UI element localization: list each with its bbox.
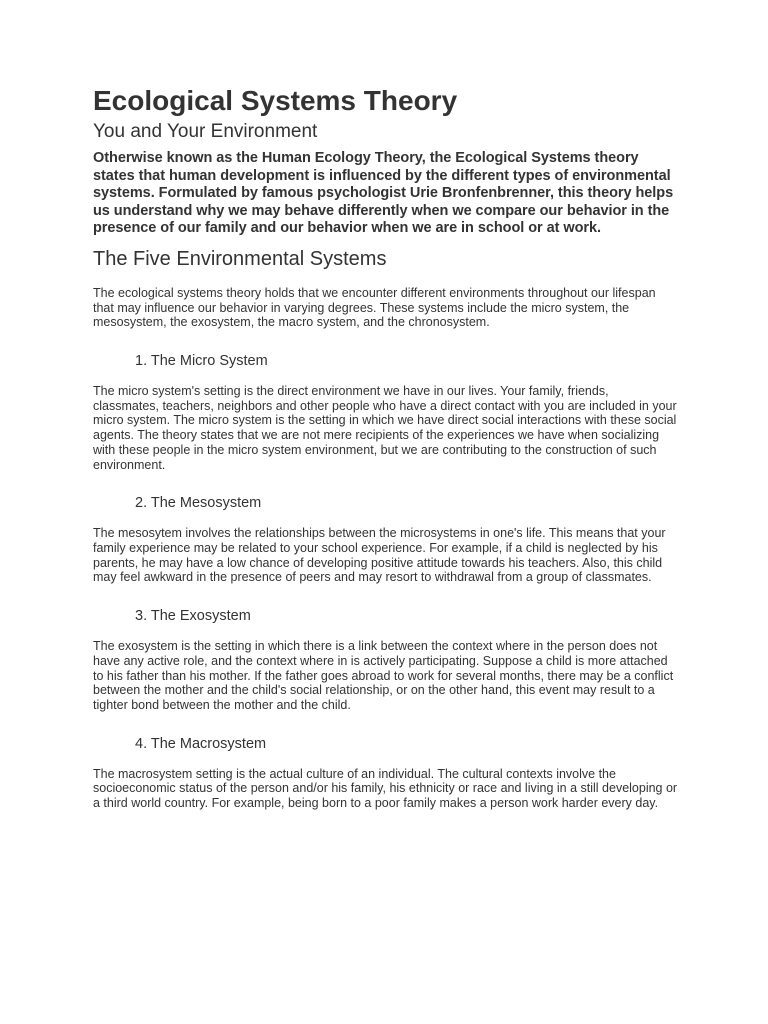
system-section-micro [93,352,678,472]
document-page [93,84,678,811]
document-title: Ecological Systems Theory [93,85,458,116]
section-intro-paragraph: The ecological systems theory holds that we encounter different environments throughout our lifespan that may influence our behavior in varying degrees. These systems include the micro system, the mesosystem, the exosystem, the macro system, and the chronosystem. [93,285,656,330]
system-heading: 2. The Mesosystem [135,495,262,512]
system-section-macro [93,735,678,811]
system-section-exo [93,607,678,713]
intro-paragraph: Otherwise known as the Human Ecology Theory, the Ecological Systems theory states that human development is influenced by the different types of environmental systems. Formulated by famous psychologist Urie Bronfenbrenner, this theory helps us understand why we may behave differently when we compare our behavior in the presence of our family and our behavior when we are in school or at work. [93,150,674,237]
system-heading: 1. The Micro System [135,353,268,370]
system-heading: 3. The Exosystem [135,608,251,625]
document-subtitle: You and Your Environment [93,121,318,142]
system-paragraph: The mesosytem involves the relationships between the microsystems in one's life. This means that your family experience may be related to your school experience. For example, if a child is neglected by his parents, he may have a low chance of developing positive attitude towards his teachers. Also, this child may feel awkward in the presence of peers and may resort to withdrawal from a group of classmates. [93,526,666,585]
system-paragraph: The exosystem is the setting in which there is a link between the context where in the person does not have any active role, and the context where in is actively participating. Suppose a child is more attached to his father than his mother. If the father goes abroad to work for several months, there may be a conflict between the mother and the child's social relationship, or on the other hand, this event may result to a tighter bond between the mother and the child. [93,639,674,712]
section-heading: The Five Environmental Systems [93,247,387,270]
system-section-meso [93,494,678,585]
system-heading: 4. The Macrosystem [135,735,267,752]
system-paragraph: The micro system's setting is the direct environment we have in our lives. Your family, friends, classmates, teachers, neighbors and other people who have a direct contact with you are included in your micro system. The micro system is the setting in which we have direct social interactions with these social agents. The theory states that we are not mere recipients of the experiences we have when socializing with these people in the micro system environment, but we are contributing to the construction of such environment. [93,384,677,472]
system-paragraph: The macrosystem setting is the actual culture of an individual. The cultural contexts involve the socioeconomic status of the person and/or his family, his ethnicity or race and living in a still developing or a third world country. For example, being born to a poor family makes a person work harder every day. [93,766,678,811]
